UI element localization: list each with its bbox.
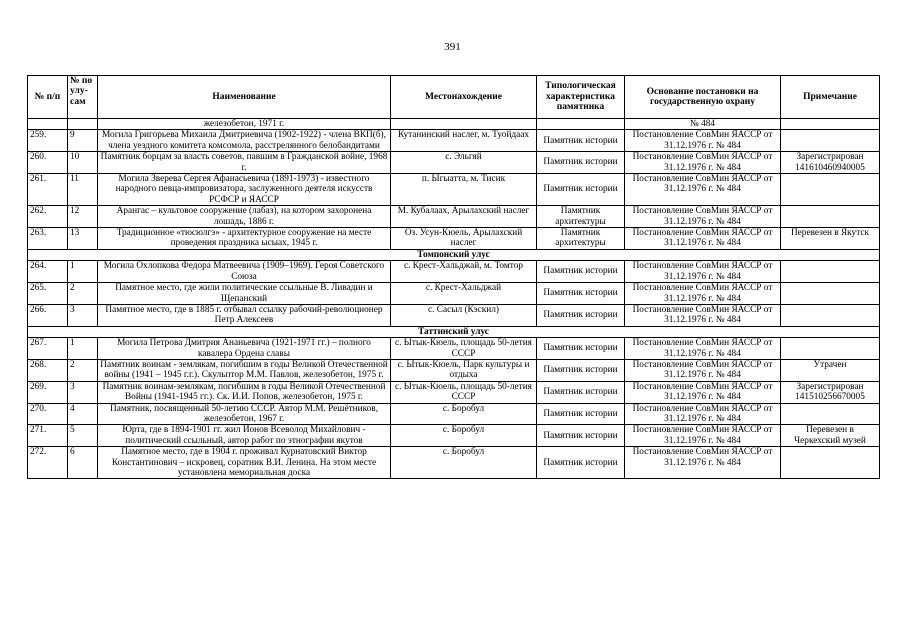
cell-typology: Памятник истории bbox=[537, 359, 625, 381]
cell-location: Кутанинский наслег, м. Туойдаах bbox=[391, 130, 537, 152]
cell-basis: Постановление СовМин ЯАССР от 31.12.1976 г. № 484 bbox=[625, 283, 781, 305]
cell-empty bbox=[391, 119, 537, 130]
table-row bbox=[28, 304, 880, 326]
cell-number: 262. bbox=[28, 206, 68, 228]
cell-number: 271. bbox=[28, 425, 68, 447]
cell-ulus-number: 1 bbox=[68, 261, 98, 283]
cell-typology: Памятник истории bbox=[537, 152, 625, 174]
cell-note: Утрачен bbox=[781, 359, 880, 381]
page-number: 391 bbox=[444, 41, 461, 53]
table-row bbox=[28, 381, 880, 403]
cell-number: 267. bbox=[28, 338, 68, 360]
header-row bbox=[28, 76, 880, 119]
cell-note: Зарегистрирован 141510256670005 bbox=[781, 381, 880, 403]
cell-ulus-number: 5 bbox=[68, 425, 98, 447]
cell-name: Могила Григорьева Михаила Дмитриевича (1902-1922) - члена ВКП(б), члена уездного комитета комсомола, расстрелянного белобандитами bbox=[98, 130, 391, 152]
cell-number: 265. bbox=[28, 283, 68, 305]
table-body bbox=[28, 119, 880, 479]
col-header-number: № п/п bbox=[28, 76, 68, 119]
cell-name: Могила Петрова Дмитрия Ананьевича (1921-1971 гг.) – полного кавалера Ордена славы bbox=[98, 338, 391, 360]
cell-location: с. Ытык-Кюель, площадь 50-летия СССР bbox=[391, 381, 537, 403]
col-header-note: Примечание bbox=[781, 76, 880, 119]
cell-typology: Памятник истории bbox=[537, 304, 625, 326]
cell-empty bbox=[781, 119, 880, 130]
cell-typology: Памятник истории bbox=[537, 174, 625, 206]
cell-basis: Постановление СовМин ЯАССР от 31.12.1976 г. № 484 bbox=[625, 261, 781, 283]
table-row bbox=[28, 359, 880, 381]
cell-location: с. Ытык-Кюель, площадь 50-летия СССР bbox=[391, 338, 537, 360]
cell-location: с. Сасыл (Кэскил) bbox=[391, 304, 537, 326]
cell-typology: Памятник истории bbox=[537, 403, 625, 425]
table-row bbox=[28, 283, 880, 305]
cell-note: Зарегистрирован 141610460940005 bbox=[781, 152, 880, 174]
cell-name: Памятник борцам за власть советов, павшим в Гражданской войне, 1968 г. bbox=[98, 152, 391, 174]
cell-location: Оз. Усун-Кюель, Арылахский наслег bbox=[391, 228, 537, 250]
cell-note bbox=[781, 338, 880, 360]
cell-location: М. Кубалаах, Арылахский наслег bbox=[391, 206, 537, 228]
cell-note: Перевезен в Якутск bbox=[781, 228, 880, 250]
cell-basis: Постановление СовМин ЯАССР от 31.12.1976 г. № 484 bbox=[625, 381, 781, 403]
cell-basis: Постановление СовМин ЯАССР от 31.12.1976 г. № 484 bbox=[625, 174, 781, 206]
cell-location: с. Боробул bbox=[391, 403, 537, 425]
cell-number: 263. bbox=[28, 228, 68, 250]
col-header-name: Наименование bbox=[98, 76, 391, 119]
cell-ulus-number: 1 bbox=[68, 338, 98, 360]
cell-name: Могила Охлопкова Федора Матвеевича (1909–1969). Героя Советского Союза bbox=[98, 261, 391, 283]
cell-basis: Постановление СовМин ЯАССР от 31.12.1976 г. № 484 bbox=[625, 359, 781, 381]
cell-typology: Памятник истории bbox=[537, 130, 625, 152]
cell-number: 259. bbox=[28, 130, 68, 152]
continuation-row bbox=[28, 119, 880, 130]
table-row bbox=[28, 338, 880, 360]
cell-name: Памятник воинам-землякам, погибшим в годы Великой Отечественной Войны (1941-1945 гг.). Ск. И.И. Попов, железобетон, 1975 г. bbox=[98, 381, 391, 403]
cell-basis: Постановление СовМин ЯАССР от 31.12.1976 г. № 484 bbox=[625, 130, 781, 152]
cell-typology: Памятник архитектуры bbox=[537, 206, 625, 228]
cell-name: Могила Зверева Сергея Афанасьевича (1891-1973) - известного народного певца-импровизатора, заслуженного деятеля искусств РСФСР и ЯАССР bbox=[98, 174, 391, 206]
cell-name: Памятник воинам - землякам, погибшим в годы Великой Отечественной войны (1941 – 1945 г.г.). Скульптор М.М. Павлов, железобетон, 1975 г. bbox=[98, 359, 391, 381]
cell-location: с. Эльгяй bbox=[391, 152, 537, 174]
cell-location: с. Крест-Хальджай bbox=[391, 283, 537, 305]
cell-name: Памятник, посвященный 50-летию СССР. Автор М.М. Решётников, железобетон, 1967 г. bbox=[98, 403, 391, 425]
cell-note bbox=[781, 130, 880, 152]
cell-note bbox=[781, 403, 880, 425]
cell-basis: № 484 bbox=[625, 119, 781, 130]
cell-typology: Памятник истории bbox=[537, 261, 625, 283]
table-row bbox=[28, 261, 880, 283]
col-header-location: Местонахождение bbox=[391, 76, 537, 119]
cell-note bbox=[781, 261, 880, 283]
cell-typology: Памятник истории bbox=[537, 283, 625, 305]
cell-location: п. Ыгыатта, м. Тисик bbox=[391, 174, 537, 206]
cell-ulus-number: 2 bbox=[68, 359, 98, 381]
section-header-row bbox=[28, 326, 880, 337]
cell-number: 261. bbox=[28, 174, 68, 206]
cell-basis: Постановление СовМин ЯАССР от 31.12.1976 г. № 484 bbox=[625, 152, 781, 174]
cell-name: железобетон, 1971 г. bbox=[98, 119, 391, 130]
cell-typology: Памятник истории bbox=[537, 338, 625, 360]
section-header-row bbox=[28, 249, 880, 260]
cell-ulus-number: 3 bbox=[68, 304, 98, 326]
table-row bbox=[28, 130, 880, 152]
cell-name: Традиционное «тюсюлгэ» - архитектурное сооружение на месте проведения праздника ысыах, 1945 г. bbox=[98, 228, 391, 250]
cell-empty bbox=[537, 119, 625, 130]
cell-number: 268. bbox=[28, 359, 68, 381]
cell-number: 266. bbox=[28, 304, 68, 326]
cell-basis: Постановление СовМин ЯАССР от 31.12.1976 г. № 484 bbox=[625, 304, 781, 326]
cell-number: 260. bbox=[28, 152, 68, 174]
section-title: Томпонский улус bbox=[28, 249, 880, 260]
cell-basis: Постановление СовМин ЯАССР от 31.12.1976 г. № 484 bbox=[625, 338, 781, 360]
cell-number: 272. bbox=[28, 447, 68, 479]
cell-note: Перевезен в Черкехский музей bbox=[781, 425, 880, 447]
cell-number: 269. bbox=[28, 381, 68, 403]
section-title: Таттинский улус bbox=[28, 326, 880, 337]
cell-ulus-number: 2 bbox=[68, 283, 98, 305]
cell-ulus-number: 12 bbox=[68, 206, 98, 228]
cell-name: Памятное место, где в 1885 г. отбывал ссылку рабочий-революционер Петр Алексеев bbox=[98, 304, 391, 326]
cell-note bbox=[781, 174, 880, 206]
cell-ulus-number: 6 bbox=[68, 447, 98, 479]
cell-basis: Постановление СовМин ЯАССР от 31.12.1976 г. № 484 bbox=[625, 228, 781, 250]
cell-ulus-number: 3 bbox=[68, 381, 98, 403]
cell-ulus-number: 13 bbox=[68, 228, 98, 250]
cell-number: 264. bbox=[28, 261, 68, 283]
monuments-table bbox=[27, 75, 880, 479]
cell-note bbox=[781, 206, 880, 228]
table-row bbox=[28, 403, 880, 425]
cell-location: с. Крест-Хальджай, м. Томтор bbox=[391, 261, 537, 283]
cell-location: с. Боробул bbox=[391, 425, 537, 447]
cell-empty bbox=[28, 119, 68, 130]
cell-location: с. Ытык-Кюель, Парк культуры и отдыха bbox=[391, 359, 537, 381]
cell-typology: Памятник истории bbox=[537, 447, 625, 479]
cell-name: Памятное место, где в 1904 г. проживал Курнатовский Виктор Константинович – искровец, соратник В.И. Ленина. На этом месте установлена мемориальная доска bbox=[98, 447, 391, 479]
table-row bbox=[28, 447, 880, 479]
cell-ulus-number: 4 bbox=[68, 403, 98, 425]
col-header-typology: Типологическая характеристика памятника bbox=[537, 76, 625, 119]
cell-name: Арангас – культовое сооружение (лабаз), на котором захоронена лошадь, 1886 г. bbox=[98, 206, 391, 228]
table-row bbox=[28, 228, 880, 250]
cell-typology: Памятник архитектуры bbox=[537, 228, 625, 250]
cell-location: с. Боробул bbox=[391, 447, 537, 479]
cell-ulus-number: 9 bbox=[68, 130, 98, 152]
col-header-basis: Основание постановки на государственную охрану bbox=[625, 76, 781, 119]
table-row bbox=[28, 425, 880, 447]
cell-empty bbox=[68, 119, 98, 130]
table-row bbox=[28, 174, 880, 206]
cell-note bbox=[781, 447, 880, 479]
cell-basis: Постановление СовМин ЯАССР от 31.12.1976 г. № 484 bbox=[625, 403, 781, 425]
table-row bbox=[28, 152, 880, 174]
cell-note bbox=[781, 304, 880, 326]
cell-name: Юрта, где в 1894-1901 гг. жил Ионов Всеволод Михайлович - политический ссыльный, автор работ по этнографии якутов bbox=[98, 425, 391, 447]
cell-ulus-number: 11 bbox=[68, 174, 98, 206]
cell-name: Памятное место, где жили политические ссыльные В. Ливадин и Щепанский bbox=[98, 283, 391, 305]
cell-basis: Постановление СовМин ЯАССР от 31.12.1976 г. № 484 bbox=[625, 206, 781, 228]
cell-typology: Памятник истории bbox=[537, 381, 625, 403]
table-row bbox=[28, 206, 880, 228]
cell-ulus-number: 10 bbox=[68, 152, 98, 174]
col-header-ulus-number: № по улу-сам bbox=[68, 76, 98, 119]
cell-number: 270. bbox=[28, 403, 68, 425]
cell-typology: Памятник истории bbox=[537, 425, 625, 447]
cell-basis: Постановление СовМин ЯАССР от 31.12.1976 г. № 484 bbox=[625, 447, 781, 479]
cell-basis: Постановление СовМин ЯАССР от 31.12.1976 г. № 484 bbox=[625, 425, 781, 447]
cell-note bbox=[781, 283, 880, 305]
